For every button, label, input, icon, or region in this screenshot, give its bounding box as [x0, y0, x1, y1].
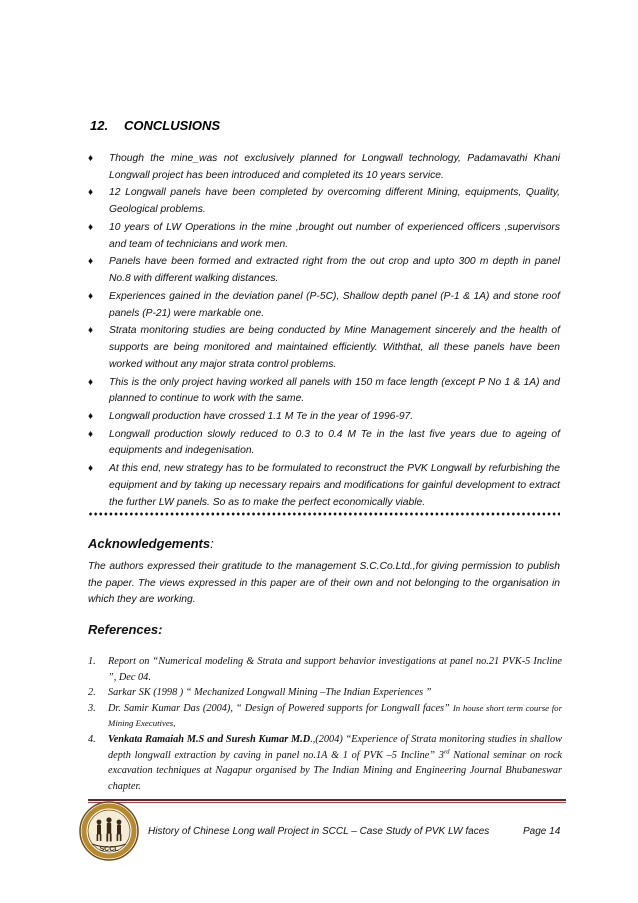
acknowledgements-text: The authors expressed their gratitude to the management S.C.Co.Ltd.,for giving permission to publish the paper. The views expressed in this paper are of their own and not belonging to the organisation in which they are working.	[88, 561, 560, 606]
references-heading: References:	[88, 622, 163, 637]
diamond-bullet-icon: ♦	[88, 428, 94, 440]
reference-item: 2. Sarkar SK (1998 ) “ Mechanized Longwall Mining –The Indian Experiences ”	[88, 685, 562, 701]
dotted-divider	[88, 512, 560, 516]
page-number: Page 14	[523, 826, 561, 837]
diamond-bullet-icon: ♦	[88, 376, 94, 388]
diamond-bullet-icon: ♦	[88, 221, 94, 233]
conclusion-item: ♦ 12 Longwall panels have been completed by overcoming different Mining, equipments, Quality, Geological problems.	[88, 187, 560, 216]
conclusion-item: ♦ At this end, new strategy has to be formulated to reconstruct the PVK Longwall by refurbishing the equipment and by taking up necessary repairs and modifications for gainful development to extract the further LW panels. So as to make the perfect economically viable.	[88, 463, 560, 508]
conclusion-item: ♦ Experiences gained in the deviation panel (P-5C), Shallow depth panel (P-1 & 1A) and stone roof panels (P-21) were markable one.	[88, 290, 560, 319]
footer-rule-thin	[88, 802, 566, 803]
diamond-bullet-icon: ♦	[88, 463, 94, 475]
footer-title: History of Chinese Long wall Project in SCCL – Case Study of PVK LW faces	[148, 826, 490, 837]
footer-rule	[88, 799, 566, 801]
section-heading	[90, 118, 220, 133]
conclusion-item: ♦ Panels have been formed and extracted right from the out crop and upto 300 m depth in panel No.8 with different walking distances.	[88, 256, 560, 285]
conclusion-item: ♦ This is the only project having worked all panels with 150 m face length (except P No 1 & 1A) and planned to continue to work with the same.	[88, 376, 560, 405]
reference-authors: Venkata Ramaiah M.S and Suresh Kumar M.D	[108, 733, 311, 745]
diamond-bullet-icon: ♦	[88, 256, 94, 268]
section-title: CONCLUSIONS	[124, 118, 221, 133]
reference-item: 4. Venkata Ramaiah M.S and Suresh Kumar M.D.,(2004) “Experience of Strata monitoring studies in shallow depth longwall extraction by caving in panel no.1A & 1 of PVK –5 Incline” 3rd National seminar on rock excavation techniques at Nagapur organised by The Indian Mining and Engineering Journal Bhubaneswar chapter.	[88, 733, 562, 792]
conclusion-item: ♦ Though the mine_was not exclusively planned for Longwall technology, Padamavathi Khani Longwall project has been introduced and completed its 10 years service.	[88, 153, 560, 181]
conclusions-list	[88, 151, 560, 512]
reference-number: 2.	[88, 687, 96, 699]
diamond-bullet-icon: ♦	[88, 325, 94, 337]
conclusion-item: ♦ Longwall production slowly reduced to 0.3 to 0.4 M Te in the last five years due to ageing of equipments and indegenisation.	[88, 428, 560, 457]
acknowledgements-heading: Acknowledgements:	[88, 536, 214, 551]
sccl-logo-icon	[78, 800, 140, 862]
conclusion-item: ♦ Longwall production have crossed 1.1 M Te in the year of 1996-97.	[88, 409, 560, 426]
reference-item: 1. Report on “Numerical modeling & Strata and support behavior investigations at panel no.21 PVK-5 Incline ”, Dec 04.	[88, 656, 562, 683]
reference-number: 1.	[88, 656, 96, 667]
diamond-bullet-icon: ♦	[88, 153, 94, 164]
diamond-bullet-icon: ♦	[88, 187, 94, 199]
reference-number: 3.	[88, 702, 96, 714]
diamond-bullet-icon: ♦	[88, 290, 94, 302]
conclusion-item: ♦ 10 years of LW Operations in the mine ,brought out number of experienced officers ,supervisors and team of technicians and work men.	[88, 221, 560, 250]
conclusion-item: ♦ Strata monitoring studies are being conducted by Mine Management sincerely and the health of supports are being monitored and maintained efficiently. Withthat, all these panels have been worked without any major strata control problems.	[88, 325, 560, 370]
references-list	[88, 654, 562, 794]
reference-item: 3. Dr. Samir Kumar Das (2004), “ Design of Powered supports for Longwall faces” In house short term course for Mining Executives,	[88, 702, 563, 729]
diamond-bullet-icon: ♦	[88, 410, 94, 422]
section-number: 12.	[90, 118, 109, 133]
reference-number: 4.	[88, 733, 96, 745]
svg-text:SCCL: SCCL	[99, 846, 119, 853]
